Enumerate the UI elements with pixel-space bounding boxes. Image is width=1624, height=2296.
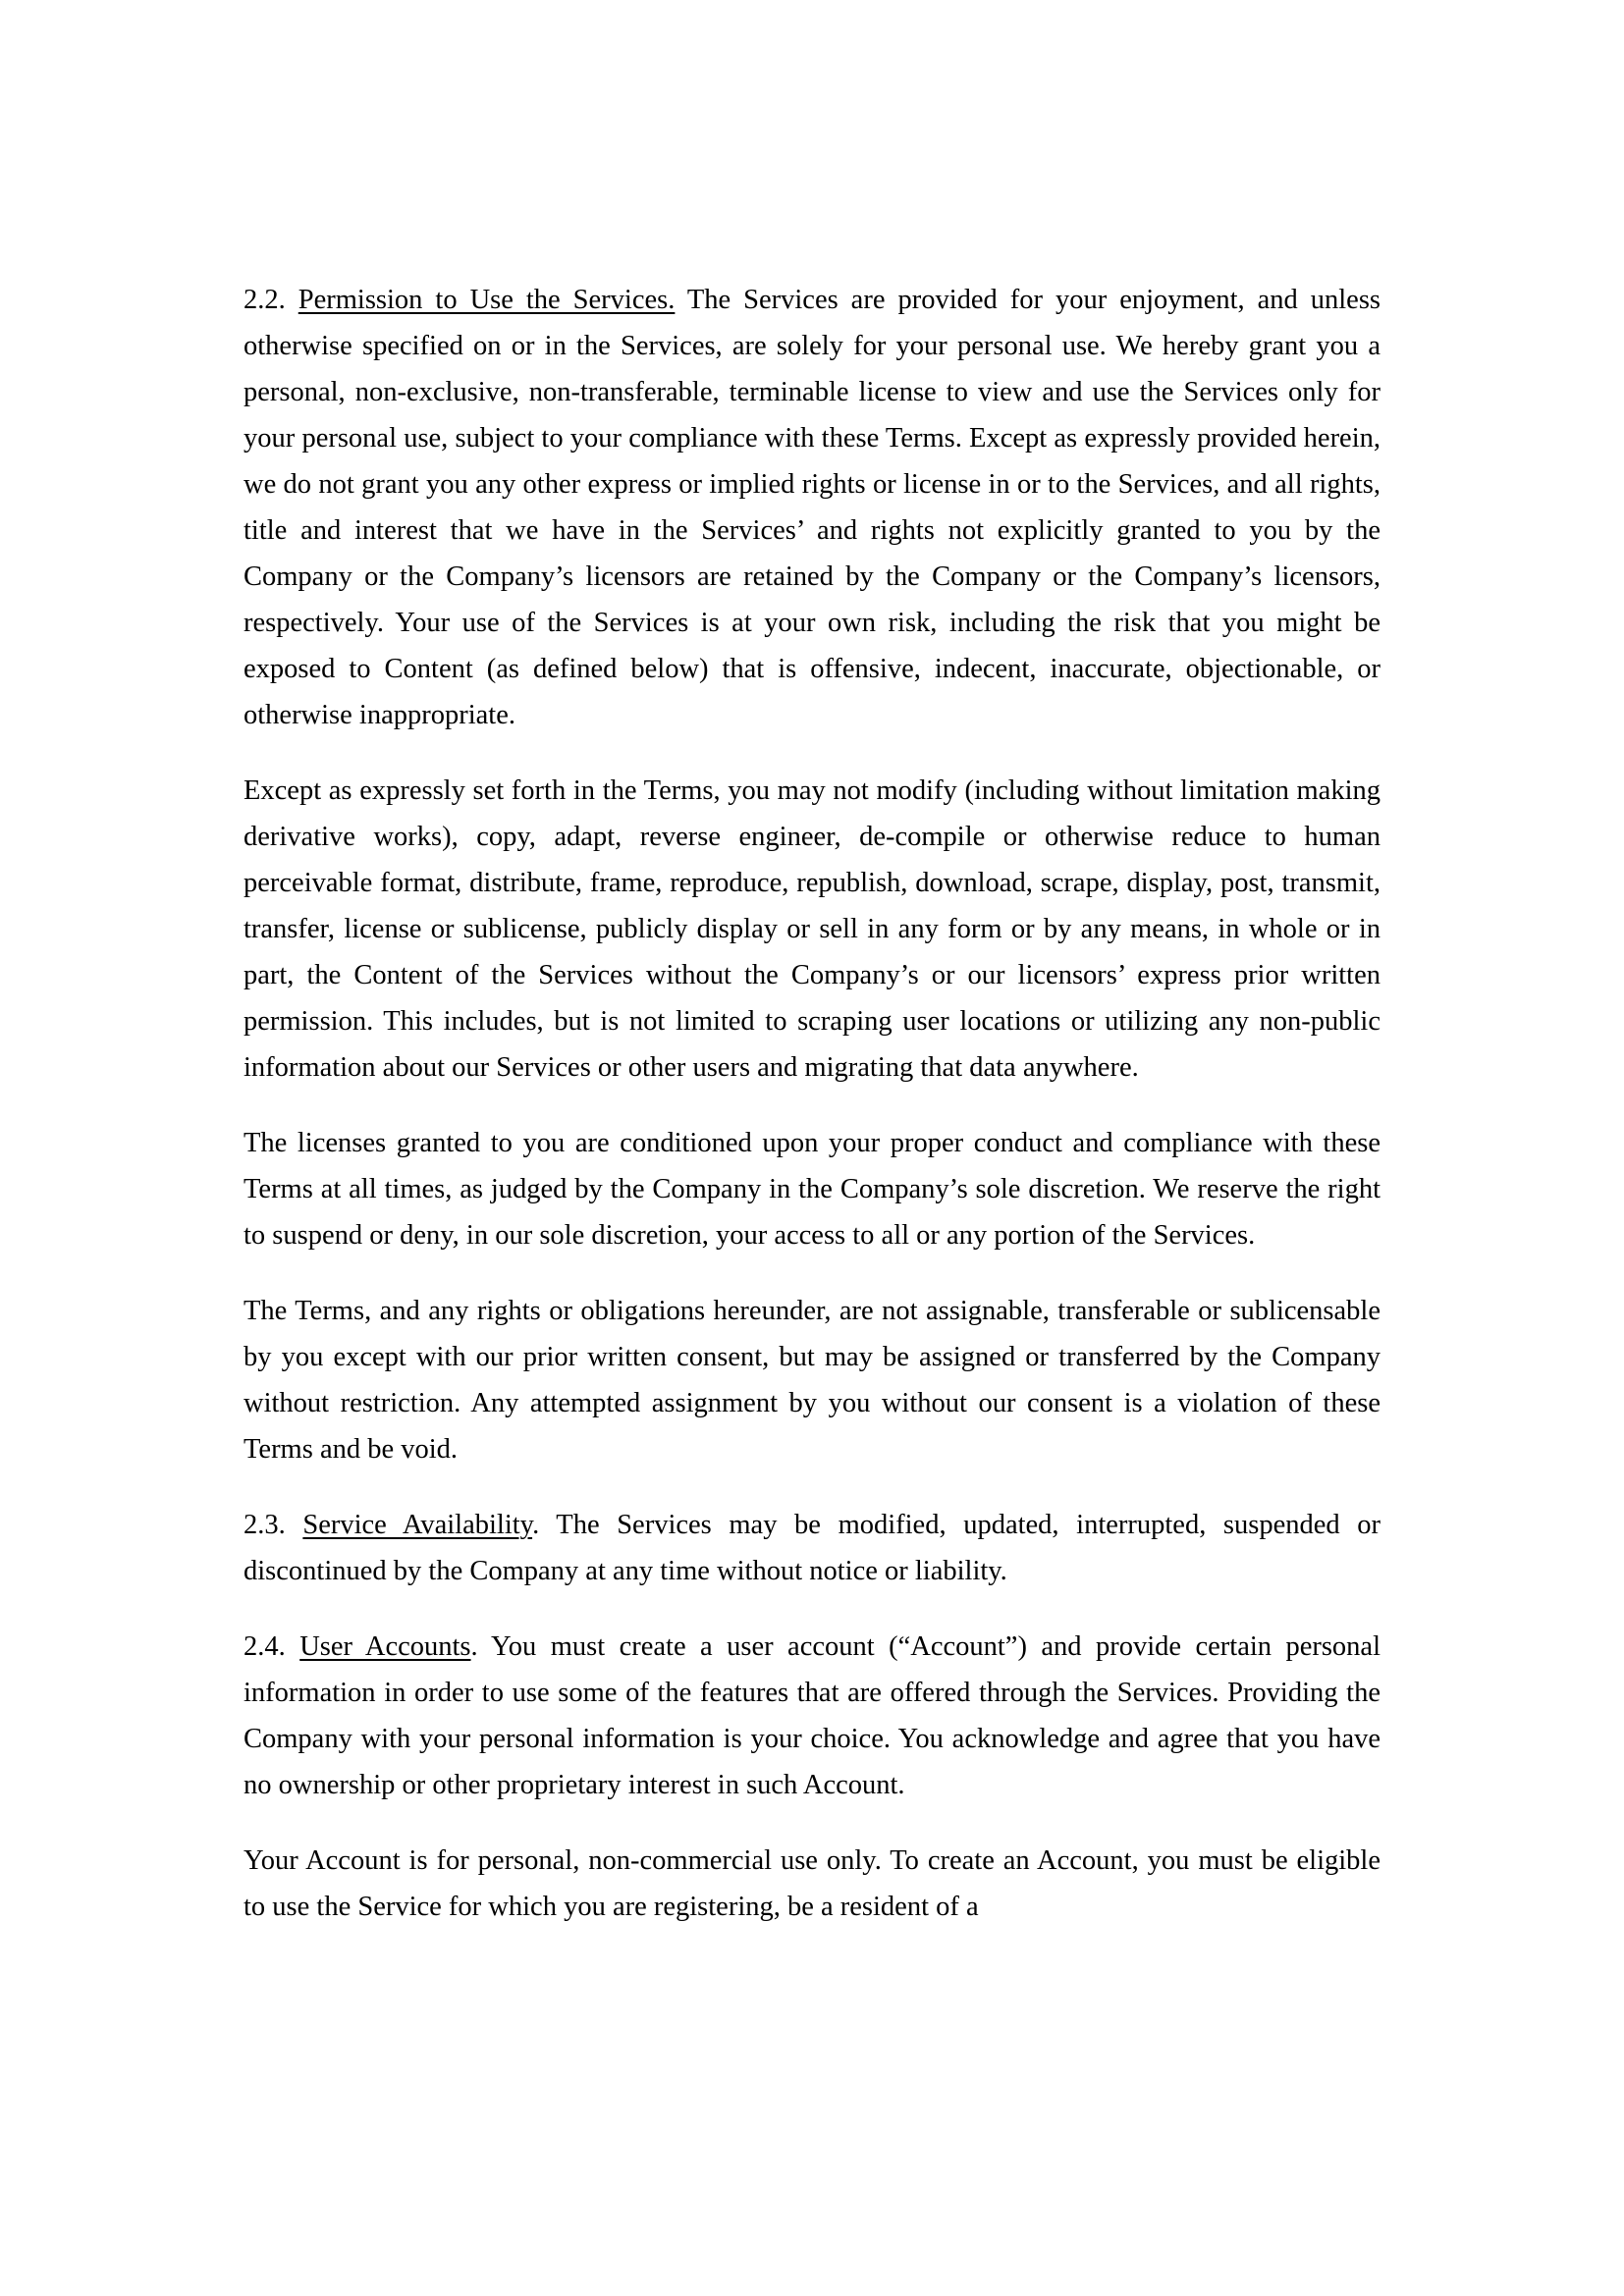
section-title: User Accounts	[299, 1631, 471, 1662]
section-body-text: . You must create a user account (“Account”) and provide certain personal information in order to use some of the features that are offered through the Services. Providing the Company with your personal information is your choice. You acknowledge and agree that you have no ownership or other proprietary interest in such Account.	[244, 1631, 1381, 1800]
document-text-column	[244, 277, 1380, 1930]
section-number: 2.2.	[244, 285, 286, 315]
section-number: 2.4.	[244, 1631, 286, 1662]
section-body-text: The Services are provided for your enjoyment, and unless otherwise specified on or in the Services, are solely for your personal use. We hereby grant you a personal, non-exclusive, non-transferable, terminable license to view and use the Services only for your personal use, subject to your compliance with these Terms. Except as expressly provided herein, we do not grant you any other express or implied rights or license in or to the Services, and all rights, title and interest that we have in the Services’ and rights not explicitly granted to you by the Company or the Company’s licensors are retained by the Company or the Company’s licensors, respectively. Your use of the Services is at your own risk, including the risk that you might be exposed to Content (as defined below) that is offensive, indecent, inaccurate, objectionable, or otherwise inappropriate.	[244, 285, 1381, 730]
license-conditions-paragraph: The licenses granted to you are conditioned upon your proper conduct and compliance with these Terms at all times, as judged by the Company in the Company’s sole discretion. We reserve the right to suspend or deny, in our sole discretion, your access to all or any portion of the Services.	[244, 1128, 1380, 1251]
account-eligibility-paragraph: Your Account is for personal, non-commercial use only. To create an Account, you must be eligible to use the Service for which you are registering, be a resident of a	[244, 1845, 1380, 1922]
section-number-space	[286, 1510, 303, 1540]
section-title: Permission to Use the Services.	[298, 285, 676, 315]
section-body-text: . The Services may be modified, updated, interrupted, suspended or discontinued by the Company at any time without notice or liability.	[244, 1510, 1381, 1586]
section-number-space	[286, 1631, 299, 1662]
assignment-paragraph: The Terms, and any rights or obligations hereunder, are not assignable, transferable or sublicensable by you except with our prior written consent, but may be assigned or transferred by the Company without restriction. Any attempted assignment by you without our consent is a violation of these Terms and be void.	[244, 1296, 1380, 1465]
section-number-space	[286, 285, 298, 315]
restrictions-paragraph: Except as expressly set forth in the Terms, you may not modify (including without limitation making derivative works), copy, adapt, reverse engineer, de-compile or otherwise reduce to human perceivable format, distribute, frame, reproduce, republish, download, scrape, display, post, transmit, transfer, license or sublicense, publicly display or sell in any form or by any means, in whole or in part, the Content of the Services without the Company’s or our licensors’ express prior written permission. This includes, but is not limited to scraping user locations or utilizing any non-public information about our Services or other users and migrating that data anywhere.	[244, 775, 1380, 1083]
section-number: 2.3.	[244, 1510, 286, 1540]
section-2-3-paragraph	[244, 1502, 1380, 1594]
section-2-2-paragraph	[244, 277, 1380, 738]
section-title: Service Availability	[302, 1510, 533, 1540]
section-2-4-paragraph	[244, 1624, 1380, 1808]
